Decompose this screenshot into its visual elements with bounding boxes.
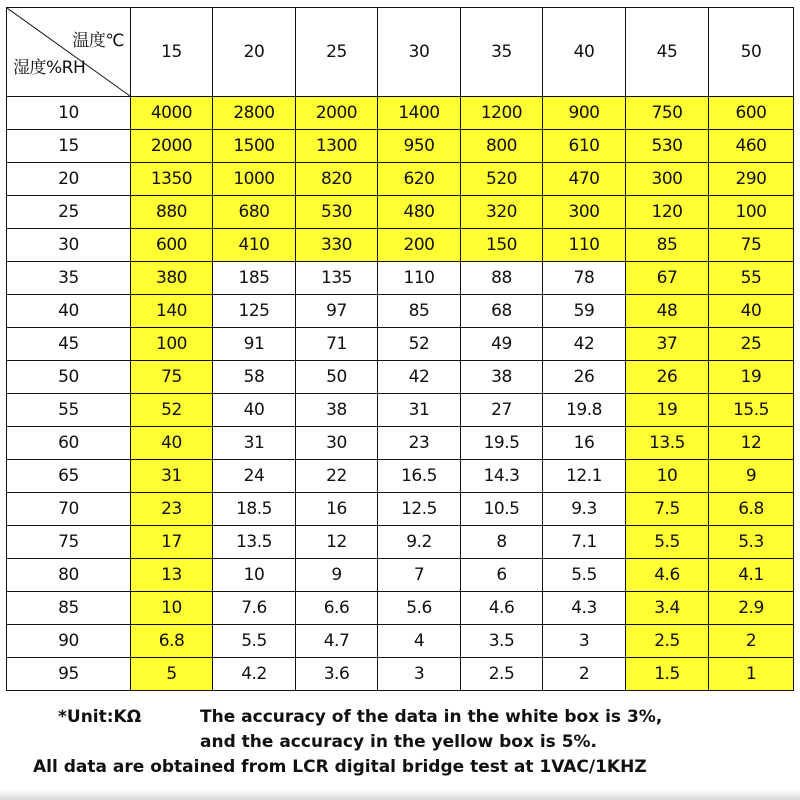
resistance-cell-3pct: 19.5 — [461, 427, 543, 460]
humidity-row-header: 75 — [7, 526, 131, 559]
resistance-table — [6, 7, 794, 691]
resistance-cell-3pct: 3 — [378, 658, 461, 691]
humidity-row-header: 30 — [7, 229, 131, 262]
resistance-cell-5pct: 19 — [626, 394, 709, 427]
resistance-cell-5pct: 2.9 — [709, 592, 794, 625]
resistance-cell-5pct: 1000 — [213, 163, 296, 196]
table-row — [7, 394, 794, 427]
resistance-cell-3pct: 2 — [543, 658, 626, 691]
resistance-cell-5pct: 1 — [709, 658, 794, 691]
table-row — [7, 130, 794, 163]
humidity-row-header: 80 — [7, 559, 131, 592]
humidity-axis-label: 湿度%RH — [13, 58, 86, 78]
resistance-cell-5pct: 37 — [626, 328, 709, 361]
temperature-header: 15 — [131, 8, 213, 97]
resistance-cell-5pct: 1400 — [378, 97, 461, 130]
resistance-cell-5pct: 40 — [709, 295, 794, 328]
resistance-cell-3pct: 85 — [378, 295, 461, 328]
resistance-cell-5pct: 31 — [131, 460, 213, 493]
temperature-header: 30 — [378, 8, 461, 97]
resistance-cell-3pct: 5.5 — [213, 625, 296, 658]
resistance-cell-3pct: 6 — [461, 559, 543, 592]
resistance-cell-5pct: 600 — [131, 229, 213, 262]
resistance-cell-3pct: 6.6 — [296, 592, 378, 625]
resistance-cell-3pct: 59 — [543, 295, 626, 328]
resistance-cell-5pct: 1350 — [131, 163, 213, 196]
resistance-cell-5pct: 25 — [709, 328, 794, 361]
resistance-cell-3pct: 9.3 — [543, 493, 626, 526]
resistance-cell-5pct: 15.5 — [709, 394, 794, 427]
humidity-row-header: 85 — [7, 592, 131, 625]
resistance-cell-3pct: 49 — [461, 328, 543, 361]
table-row — [7, 97, 794, 130]
resistance-cell-5pct: 13 — [131, 559, 213, 592]
humidity-row-header: 65 — [7, 460, 131, 493]
resistance-cell-5pct: 480 — [378, 196, 461, 229]
resistance-cell-3pct: 14.3 — [461, 460, 543, 493]
resistance-cell-3pct: 12.1 — [543, 460, 626, 493]
test-source-note: All data are obtained from LCR digital bridge test at 1VAC/1KHZ — [33, 757, 647, 777]
humidity-row-header: 45 — [7, 328, 131, 361]
resistance-cell-5pct: 1200 — [461, 97, 543, 130]
resistance-cell-3pct: 24 — [213, 460, 296, 493]
resistance-cell-3pct: 18.5 — [213, 493, 296, 526]
accuracy-note-line-1: The accuracy of the data in the white box is 3%, — [200, 707, 663, 727]
resistance-cell-5pct: 380 — [131, 262, 213, 295]
corner-diagonal-line — [7, 8, 130, 96]
resistance-cell-3pct: 110 — [378, 262, 461, 295]
resistance-cell-3pct: 71 — [296, 328, 378, 361]
resistance-cell-5pct: 19 — [709, 361, 794, 394]
resistance-cell-5pct: 100 — [131, 328, 213, 361]
humidity-row-header: 90 — [7, 625, 131, 658]
resistance-cell-5pct: 200 — [378, 229, 461, 262]
resistance-cell-3pct: 58 — [213, 361, 296, 394]
resistance-cell-3pct: 10 — [213, 559, 296, 592]
resistance-cell-3pct: 4.6 — [461, 592, 543, 625]
resistance-cell-5pct: 4000 — [131, 97, 213, 130]
resistance-cell-5pct: 5 — [131, 658, 213, 691]
resistance-cell-3pct: 38 — [461, 361, 543, 394]
resistance-cell-5pct: 6.8 — [709, 493, 794, 526]
resistance-cell-5pct: 52 — [131, 394, 213, 427]
resistance-cell-3pct: 9 — [296, 559, 378, 592]
resistance-cell-5pct: 800 — [461, 130, 543, 163]
table-row — [7, 493, 794, 526]
resistance-cell-5pct: 520 — [461, 163, 543, 196]
resistance-cell-5pct: 2.5 — [626, 625, 709, 658]
resistance-cell-5pct: 7.5 — [626, 493, 709, 526]
resistance-cell-3pct: 16 — [543, 427, 626, 460]
resistance-cell-5pct: 85 — [626, 229, 709, 262]
humidity-row-header: 15 — [7, 130, 131, 163]
corner-cell — [7, 8, 131, 97]
resistance-cell-3pct: 91 — [213, 328, 296, 361]
resistance-cell-5pct: 320 — [461, 196, 543, 229]
humidity-row-header: 40 — [7, 295, 131, 328]
resistance-cell-5pct: 12 — [709, 427, 794, 460]
temperature-header: 45 — [626, 8, 709, 97]
resistance-cell-5pct: 300 — [626, 163, 709, 196]
resistance-cell-5pct: 300 — [543, 196, 626, 229]
resistance-cell-3pct: 42 — [378, 361, 461, 394]
table-row — [7, 427, 794, 460]
resistance-cell-3pct: 4.2 — [213, 658, 296, 691]
humidity-row-header: 35 — [7, 262, 131, 295]
resistance-cell-3pct: 4.3 — [543, 592, 626, 625]
temperature-header: 25 — [296, 8, 378, 97]
temperature-header: 50 — [709, 8, 794, 97]
resistance-cell-5pct: 950 — [378, 130, 461, 163]
resistance-cell-3pct: 42 — [543, 328, 626, 361]
resistance-cell-5pct: 5.5 — [626, 526, 709, 559]
resistance-cell-3pct: 31 — [378, 394, 461, 427]
resistance-cell-5pct: 750 — [626, 97, 709, 130]
resistance-cell-5pct: 9 — [709, 460, 794, 493]
resistance-cell-3pct: 5.5 — [543, 559, 626, 592]
resistance-cell-3pct: 12 — [296, 526, 378, 559]
resistance-cell-3pct: 22 — [296, 460, 378, 493]
resistance-cell-5pct: 23 — [131, 493, 213, 526]
resistance-cell-5pct: 460 — [709, 130, 794, 163]
resistance-cell-3pct: 185 — [213, 262, 296, 295]
resistance-cell-5pct: 1300 — [296, 130, 378, 163]
resistance-cell-5pct: 100 — [709, 196, 794, 229]
resistance-cell-3pct: 23 — [378, 427, 461, 460]
resistance-cell-5pct: 290 — [709, 163, 794, 196]
temperature-header: 40 — [543, 8, 626, 97]
humidity-row-header: 25 — [7, 196, 131, 229]
table-row — [7, 262, 794, 295]
resistance-cell-5pct: 26 — [626, 361, 709, 394]
resistance-cell-5pct: 470 — [543, 163, 626, 196]
resistance-cell-3pct: 5.6 — [378, 592, 461, 625]
table-row — [7, 658, 794, 691]
resistance-cell-3pct: 125 — [213, 295, 296, 328]
resistance-cell-5pct: 2800 — [213, 97, 296, 130]
resistance-cell-5pct: 40 — [131, 427, 213, 460]
table-row — [7, 592, 794, 625]
resistance-cell-3pct: 31 — [213, 427, 296, 460]
resistance-cell-3pct: 16 — [296, 493, 378, 526]
resistance-cell-3pct: 7.1 — [543, 526, 626, 559]
resistance-cell-5pct: 4.6 — [626, 559, 709, 592]
resistance-cell-3pct: 19.8 — [543, 394, 626, 427]
resistance-cell-5pct: 410 — [213, 229, 296, 262]
resistance-cell-3pct: 3.6 — [296, 658, 378, 691]
resistance-cell-5pct: 110 — [543, 229, 626, 262]
resistance-cell-5pct: 880 — [131, 196, 213, 229]
resistance-cell-5pct: 67 — [626, 262, 709, 295]
resistance-cell-3pct: 3.5 — [461, 625, 543, 658]
resistance-cell-5pct: 5.3 — [709, 526, 794, 559]
resistance-cell-5pct: 600 — [709, 97, 794, 130]
table-row — [7, 526, 794, 559]
resistance-cell-5pct: 530 — [296, 196, 378, 229]
resistance-cell-5pct: 610 — [543, 130, 626, 163]
humidity-row-header: 60 — [7, 427, 131, 460]
resistance-cell-3pct: 7 — [378, 559, 461, 592]
table-row — [7, 361, 794, 394]
table-row — [7, 625, 794, 658]
resistance-cell-3pct: 7.6 — [213, 592, 296, 625]
resistance-cell-5pct: 680 — [213, 196, 296, 229]
humidity-row-header: 95 — [7, 658, 131, 691]
resistance-cell-5pct: 150 — [461, 229, 543, 262]
resistance-cell-5pct: 3.4 — [626, 592, 709, 625]
table-row — [7, 163, 794, 196]
resistance-cell-3pct: 12.5 — [378, 493, 461, 526]
table-row — [7, 559, 794, 592]
resistance-cell-3pct: 13.5 — [213, 526, 296, 559]
resistance-cell-3pct: 9.2 — [378, 526, 461, 559]
resistance-cell-3pct: 52 — [378, 328, 461, 361]
resistance-cell-5pct: 900 — [543, 97, 626, 130]
resistance-cell-5pct: 10 — [626, 460, 709, 493]
humidity-row-header: 10 — [7, 97, 131, 130]
humidity-row-header: 20 — [7, 163, 131, 196]
resistance-cell-3pct: 135 — [296, 262, 378, 295]
resistance-cell-3pct: 4.7 — [296, 625, 378, 658]
humidity-row-header: 55 — [7, 394, 131, 427]
table-row — [7, 328, 794, 361]
resistance-cell-5pct: 75 — [131, 361, 213, 394]
resistance-cell-5pct: 2000 — [131, 130, 213, 163]
resistance-cell-5pct: 1500 — [213, 130, 296, 163]
unit-note: *Unit:KΩ — [58, 707, 142, 727]
resistance-cell-5pct: 4.1 — [709, 559, 794, 592]
table-row — [7, 196, 794, 229]
resistance-cell-5pct: 13.5 — [626, 427, 709, 460]
resistance-cell-3pct: 97 — [296, 295, 378, 328]
resistance-cell-3pct: 68 — [461, 295, 543, 328]
header-row — [7, 8, 794, 97]
accuracy-note-line-2: and the accuracy in the yellow box is 5%. — [200, 732, 598, 752]
temperature-axis-label: 温度℃ — [72, 31, 124, 51]
resistance-cell-5pct: 75 — [709, 229, 794, 262]
resistance-cell-3pct: 26 — [543, 361, 626, 394]
resistance-cell-5pct: 120 — [626, 196, 709, 229]
resistance-cell-5pct: 10 — [131, 592, 213, 625]
resistance-cell-5pct: 820 — [296, 163, 378, 196]
resistance-cell-3pct: 78 — [543, 262, 626, 295]
resistance-cell-5pct: 620 — [378, 163, 461, 196]
resistance-cell-5pct: 1.5 — [626, 658, 709, 691]
resistance-cell-3pct: 16.5 — [378, 460, 461, 493]
resistance-cell-3pct: 4 — [378, 625, 461, 658]
temperature-header: 20 — [213, 8, 296, 97]
resistance-cell-5pct: 330 — [296, 229, 378, 262]
resistance-cell-5pct: 2000 — [296, 97, 378, 130]
table-row — [7, 460, 794, 493]
resistance-cell-5pct: 530 — [626, 130, 709, 163]
resistance-cell-3pct: 88 — [461, 262, 543, 295]
resistance-cell-3pct: 27 — [461, 394, 543, 427]
resistance-cell-3pct: 2.5 — [461, 658, 543, 691]
resistance-cell-3pct: 8 — [461, 526, 543, 559]
resistance-cell-5pct: 140 — [131, 295, 213, 328]
resistance-cell-3pct: 30 — [296, 427, 378, 460]
resistance-cell-5pct: 55 — [709, 262, 794, 295]
resistance-cell-3pct: 40 — [213, 394, 296, 427]
humidity-row-header: 70 — [7, 493, 131, 526]
resistance-cell-5pct: 6.8 — [131, 625, 213, 658]
resistance-cell-3pct: 3 — [543, 625, 626, 658]
resistance-cell-3pct: 10.5 — [461, 493, 543, 526]
bottom-edge-shadow — [0, 790, 800, 800]
resistance-cell-3pct: 38 — [296, 394, 378, 427]
resistance-cell-5pct: 17 — [131, 526, 213, 559]
humidity-row-header: 50 — [7, 361, 131, 394]
resistance-cell-3pct: 50 — [296, 361, 378, 394]
resistance-cell-5pct: 48 — [626, 295, 709, 328]
temperature-header: 35 — [461, 8, 543, 97]
table-row — [7, 229, 794, 262]
table-row — [7, 295, 794, 328]
resistance-cell-5pct: 2 — [709, 625, 794, 658]
